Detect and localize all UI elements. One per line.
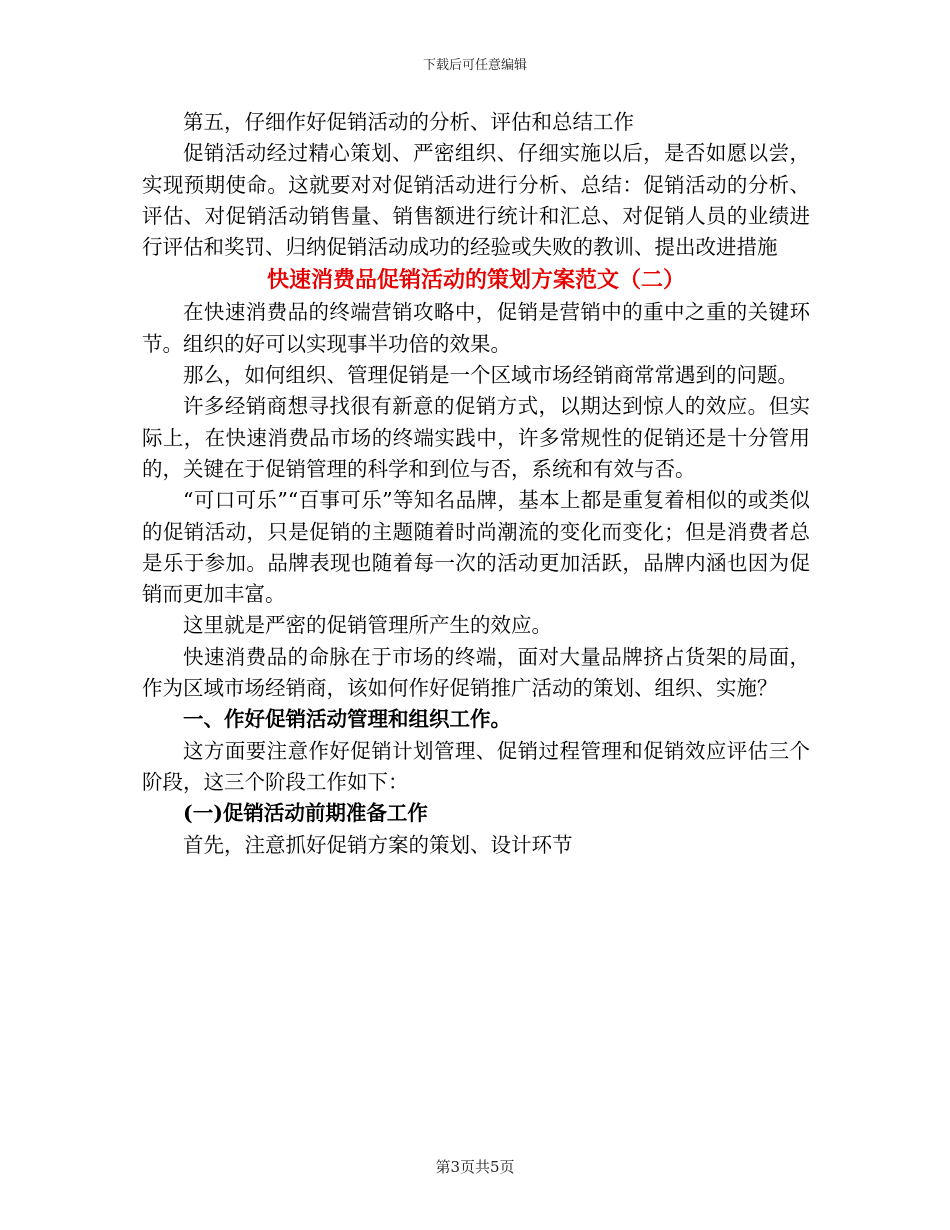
heading-section-one: 一、作好促销活动管理和组织工作。 [183,707,511,732]
paragraph-question: 那么，如何组织、管理促销是一个区域市场经销商常常遇到的问题。 [183,363,798,388]
paragraph-evaluation: 促销活动经过精心策划、严密组织、仔细实施以后，是否如愿以尝，实现预期使命。这就要对对促销活动进行分析、总结：促销活动的分析、评估、对促销活动销售量、销售额进行统计和汇总、对促销人员的业绩进行评估和奖罚、归纳促销活动成功的经验或失败的教训、提出改进措施 [142,141,810,260]
paragraph-three-stages: 这方面要注意作好促销计划管理、促销过程管理和促销效应评估三个阶段，这三个阶段工作如下： [142,738,810,794]
paragraph-effect: 这里就是严密的促销管理所产生的效应。 [183,613,552,638]
heading-subsection-one: (一)促销活动前期准备工作 [183,801,428,826]
paragraph-section-five: 第五，仔细作好促销活动的分析、评估和总结工作 [183,110,634,134]
page-footer: 第3页共5页 [435,1158,515,1176]
paragraph-dealers: 许多经销商想寻找很有新意的促销方式，以期达到惊人的效应。但实际上，在快速消费品市场的终端实践中，许多常规性的促销还是十分管用的，关键在于促销管理的科学和到位与否，系统和有效与否。 [142,394,810,481]
paragraph-first-step: 首先，注意抓好促销方案的策划、设计环节 [183,832,573,857]
document-title: 快速消费品促销活动的策划方案范文（二） [266,267,685,294]
paragraph-brands: “可口可乐”“百事可乐”等知名品牌，基本上都是重复着相似的或类似的促销活动，只是促销的主题随着时尚潮流的变化而变化；但是消费者总是乐于参加。品牌表现也随着每一次的活动更加活跃，品牌内涵也因为促销而更加丰富。 [142,488,810,607]
paragraph-terminal: 快速消费品的命脉在于市场的终端，面对大量品牌挤占货架的局面，作为区域市场经销商，该如何作好促销推广活动的策划、组织、实施？ [142,644,810,701]
document-body [142,107,810,861]
paragraph-intro: 在快速消费品的终端营销攻略中，促销是营销中的重中之重的关键环节。组织的好可以实现事半功倍的效果。 [142,300,810,356]
page-header: 下载后可任意编辑 [422,58,527,73]
